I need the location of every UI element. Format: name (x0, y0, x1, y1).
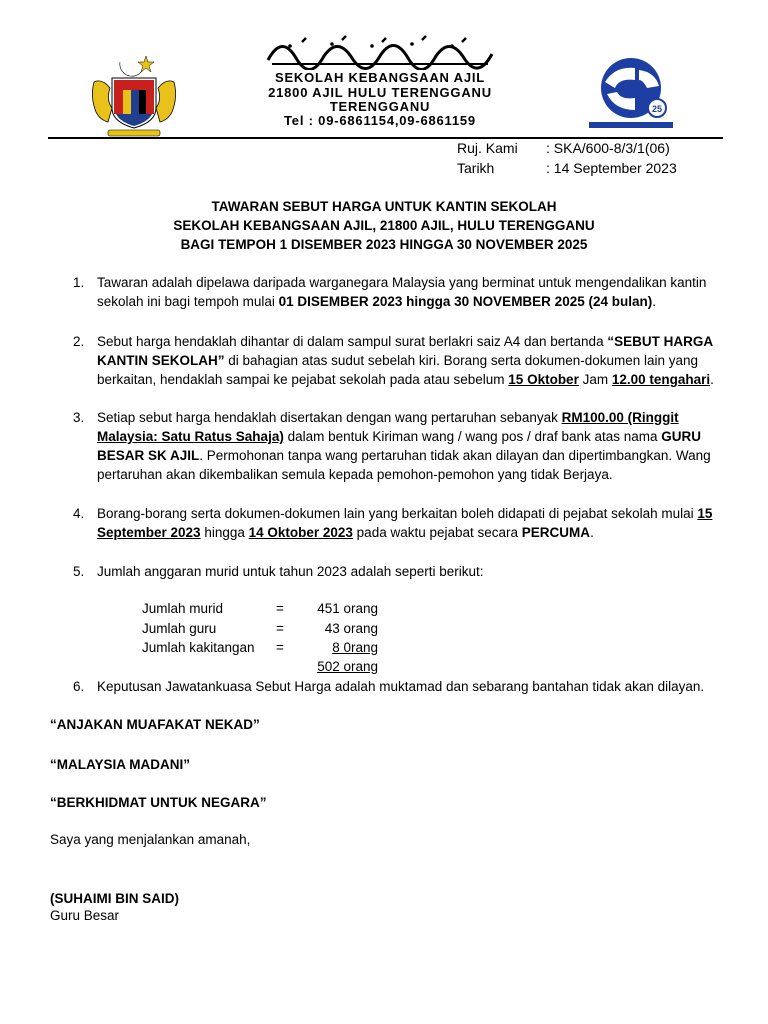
stats-eq-murid: = (276, 601, 284, 616)
item-4-text: Borang-borang serta dokumen-dokumen lain yang berkaitan boleh didapati di pejabat sekolah mulai 15 September 2023 hingga 14 Oktober 2023 pada waktu pejabat secara PERCUMA. (97, 506, 713, 540)
stats-label-kakitangan: Jumlah kakitangan (142, 640, 255, 655)
item-6-text: Keputusan Jawatankuasa Sebut Harga adalah muktamad dan sebarang bantahan tidak akan dilayan. (97, 679, 705, 694)
header-divider (48, 137, 723, 139)
slogan-anjakan: “ANJAKAN MUAFAKAT NEKAD” (50, 717, 260, 732)
school-address: 21800 AJIL HULU TERENGGANU (268, 85, 492, 100)
item-3-text: Setiap sebut harga hendaklah disertakan dengan wang pertaruhan sebanyak RM100.00 (Ringgit Malaysia: Satu Ratus Sahaja) dalam bentuk Kiriman wang / wang pos / draf bank atas nama GURU BESAR SK AJIL. Permohonan tanpa wang pertaruhan tidak akan dilayan dan dipertimbangkan. Wang pertaruhan akan dikembalikan semula kepada pemohon-pemohon yang tidak Berjaya. (97, 410, 711, 482)
item-2-text: Sebut harga hendaklah dihantar di dalam sampul surat berlakri saiz A4 dan bertanda “SEBUT HARGA KANTIN SEKOLAH” di bahagian atas sudut sebelah kiri. Borang serta dokumen-dokumen lain yang berkaitan, hendaklah sampai ke pejabat sekolah pada atau sebelum 15 Oktober Jam 12.00 tengahari. (97, 334, 714, 387)
school-name: SEKOLAH KEBANGSAAN AJIL (274, 70, 486, 85)
ruj-kami-label: Ruj. Kami (457, 140, 518, 156)
stats-total: 502 orang (317, 659, 378, 674)
jawi-school-name (262, 30, 498, 70)
malaysia-coat-of-arms-icon (86, 52, 182, 140)
title-line-1: TAWARAN SEBUT HARGA UNTUK KANTIN SEKOLAH (211, 199, 557, 214)
item-4-number: 4. (73, 506, 85, 521)
item-5-text: Jumlah anggaran murid untuk tahun 2023 adalah seperti berikut: (97, 564, 484, 579)
stats-label-guru: Jumlah guru (142, 621, 217, 636)
school-telephone: Tel : 09-6861154,09-6861159 (284, 113, 476, 128)
svg-text:25: 25 (651, 104, 663, 114)
stats-value-guru: 43 orang (324, 621, 378, 636)
signatory-position: Guru Besar (50, 908, 120, 923)
tarikh-label: Tarikh (457, 160, 495, 176)
stats-eq-guru: = (276, 621, 284, 636)
item-1-text: Tawaran adalah dipelawa daripada warganegara Malaysia yang berminat untuk mengendalikan kantin sekolah ini bagi tempoh mulai 01 DISEMBER 2023 hingga 30 NOVEMBER 2025 (24 bulan). (97, 275, 707, 309)
stats-value-kakitangan: 8 0rang (332, 640, 378, 655)
closing-line: Saya yang menjalankan amanah, (50, 832, 251, 847)
title-line-2: SEKOLAH KEBANGSAAN AJIL, 21800 AJIL, HULU TERENGGANU (173, 218, 595, 233)
school-logo-icon (585, 52, 677, 134)
slogan-berkhidmat: “BERKHIDMAT UNTUK NEGARA” (50, 795, 267, 810)
school-state: TERENGGANU (329, 99, 431, 114)
item-3-number: 3. (73, 410, 85, 425)
item-1-number: 1. (73, 275, 85, 290)
stats-label-murid: Jumlah murid (142, 601, 224, 616)
tarikh-value: : 14 September 2023 (546, 160, 677, 176)
stats-eq-kakitangan: = (276, 640, 284, 655)
title-line-3: BAGI TEMPOH 1 DISEMBER 2023 HINGGA 30 NOVEMBER 2025 (180, 237, 588, 252)
item-2-number: 2. (73, 334, 85, 349)
item-5-number: 5. (73, 564, 85, 579)
signatory-name: (SUHAIMI BIN SAID) (50, 891, 179, 906)
slogan-malaysia-madani: “MALAYSIA MADANI” (50, 757, 191, 772)
stats-value-murid: 451 orang (317, 601, 378, 616)
ruj-kami-value: : SKA/600-8/3/1(06) (546, 140, 670, 156)
item-6-number: 6. (73, 679, 85, 694)
